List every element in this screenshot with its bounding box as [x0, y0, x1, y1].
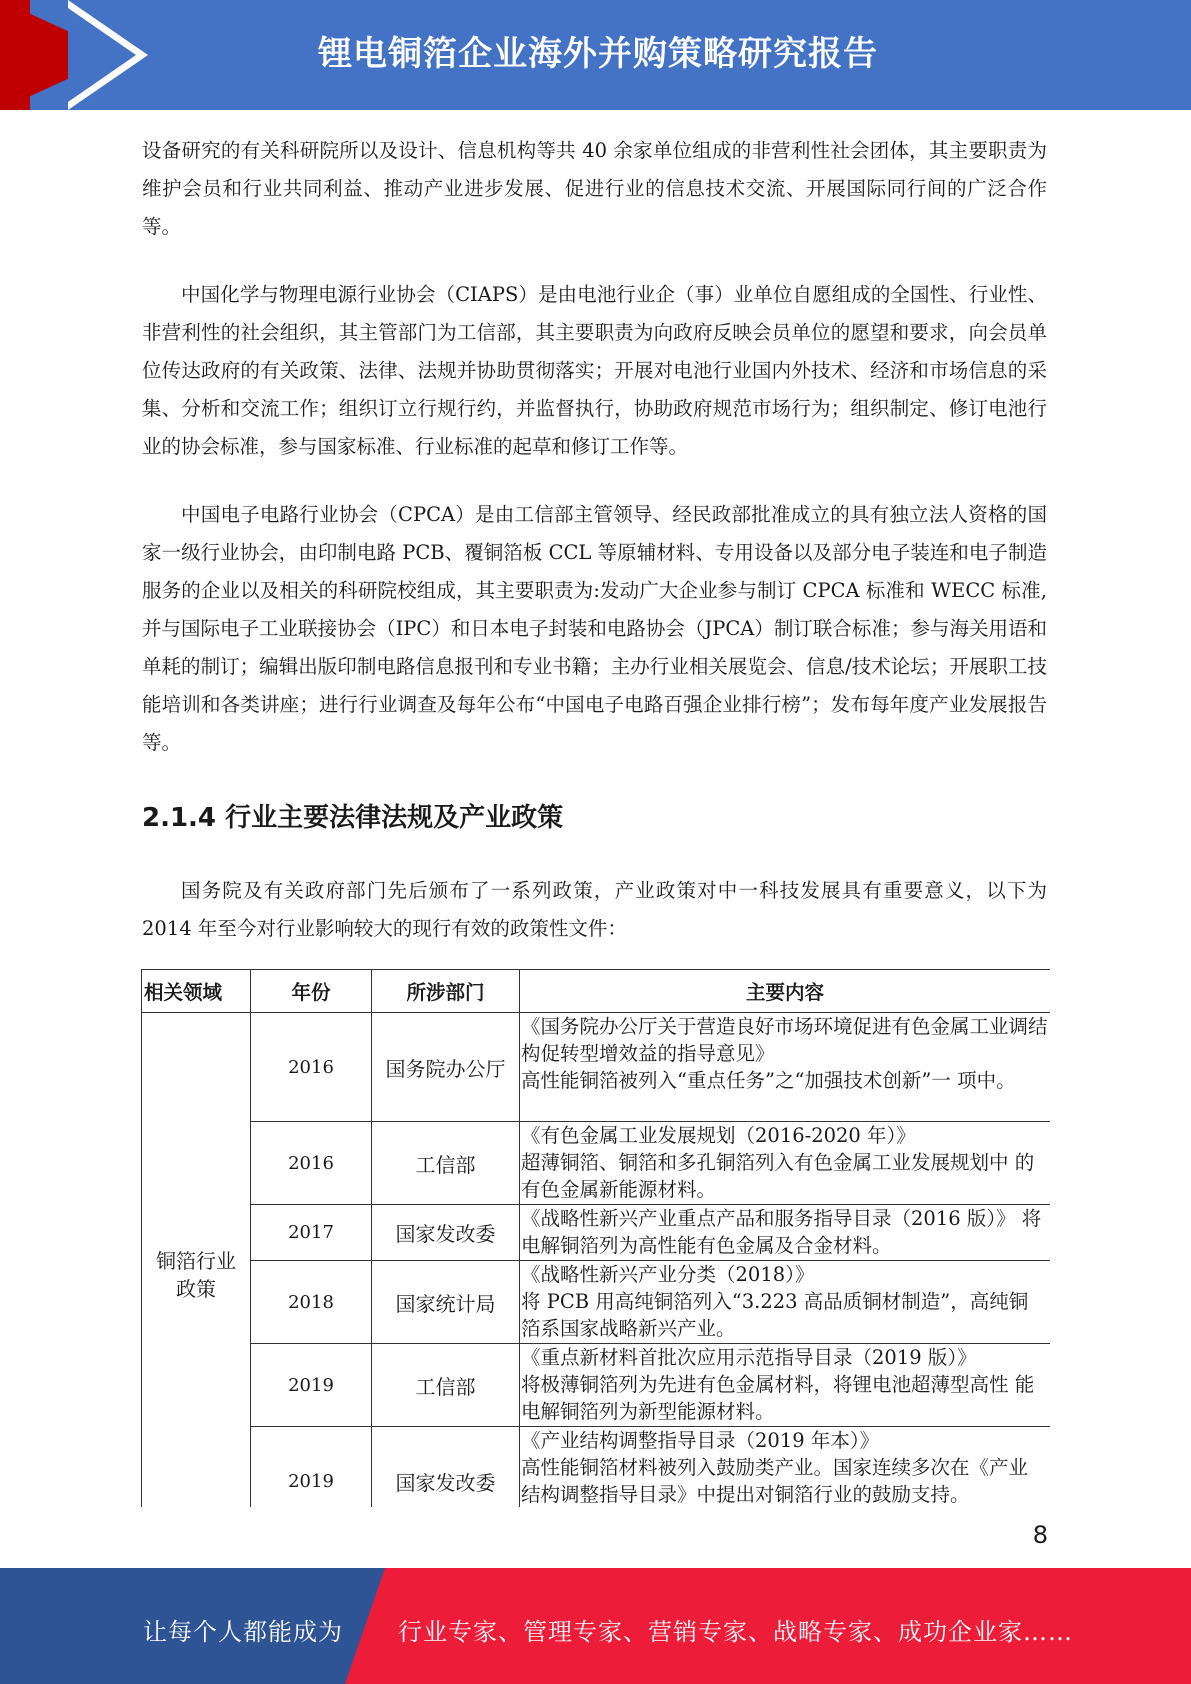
column-header-content: 主要内容 [520, 970, 1051, 1013]
table-row [142, 1261, 1051, 1344]
paragraph-ciaps: 中国化学与物理电源行业协会（CIAPS）是由电池行业企（事）业单位自愿组成的全国性、行业性、非营利性的社会组织，其主管部门为工信部，其主要职责为向政府反映会员单位的愿望和要求，向会员单位传达政府的有关政策、法律、法规并协助贯彻落实；开展对电池行业国内外技术、经济和市场信息的采集、分析和交流工作；组织订立行规行约，并监督执行，协助政府规范市场行为；组织制定、修订电池行业的协会标准，参与国家标准、行业标准的起草和修订工作等。 [142, 283, 1047, 458]
content-cell [520, 1344, 1051, 1427]
department-cell: 工信部 [372, 1122, 520, 1205]
paragraph-1: 设备研究的有关科研院所以及设计、信息机构等共 40 余家单位组成的非营利性社会团体，其主要职责为维护会员和行业共同利益、推动产业进步发展、促进行业的信息技术交流、开展国际同行间的广泛合作等。 [142, 139, 1047, 238]
table-row [142, 1122, 1051, 1205]
content-cell [520, 1122, 1051, 1205]
content-cell [520, 1261, 1051, 1344]
report-title: 锂电铜箔企业海外并购策略研究报告 [318, 34, 878, 74]
content-description: 高性能铜箔被列入“重点任务”之“加强技术创新”一 项中。 [521, 1069, 1016, 1092]
year-cell: 2018 [251, 1261, 372, 1344]
document-title: 《战略性新兴产业重点产品和服务指导目录（2016 版）》 [521, 1207, 1016, 1230]
year-cell: 2016 [251, 1122, 372, 1205]
content-description: 将 PCB 用高纯铜箔列入“3.223 高品质铜材制造”，高纯铜 箔系国家战略新兴产业。 [521, 1290, 1029, 1340]
department-cell: 国家发改委 [372, 1427, 520, 1508]
table-header-row [142, 970, 1051, 1013]
section-heading: 2.1.4 行业主要法律法规及产业政策 [142, 803, 564, 833]
content-description: 将电解铜箔列为高性能有色金属及合金材料。 [521, 1207, 1042, 1257]
table-row [142, 1205, 1051, 1261]
document-title: 《产业结构调整指导目录（2019 年本）》 [521, 1429, 880, 1452]
column-header-year: 年份 [251, 970, 372, 1013]
year-cell: 2019 [251, 1344, 372, 1427]
page-header [0, 0, 1191, 110]
department-cell: 国务院办公厅 [372, 1013, 520, 1122]
area-label: 铜箔行业政策 [156, 1248, 236, 1301]
body-content [142, 132, 1047, 948]
document-title: 《重点新材料首批次应用示范指导目录（2019 版）》 [521, 1346, 977, 1369]
content-description: 超薄铜箔、铜箔和多孔铜箔列入有色金属工业发展规划中 的有色金属新能源材料。 [521, 1151, 1035, 1201]
department-cell: 国家发改委 [372, 1205, 520, 1261]
department-cell: 国家统计局 [372, 1261, 520, 1344]
area-cell [142, 1013, 251, 1508]
column-header-department: 所涉部门 [372, 970, 520, 1013]
year-cell: 2017 [251, 1205, 372, 1261]
year-cell: 2016 [251, 1013, 372, 1122]
page-number: 8 [1032, 1521, 1048, 1549]
document-title: 《战略性新兴产业分类（2018）》 [521, 1263, 815, 1286]
column-header-area: 相关领域 [142, 970, 251, 1013]
content-cell [520, 1427, 1051, 1508]
header-chevron-inner [68, 8, 136, 102]
year-cell: 2019 [251, 1427, 372, 1508]
footer-slogan-right: 行业专家、管理专家、营销专家、战略专家、成功企业家…… [398, 1618, 1073, 1646]
table-row [142, 1427, 1051, 1508]
content-description: 高性能铜箔材料被列入鼓励类产业。国家连续多次在《产业 结构调整指导目录》中提出对铜箔行业的鼓励支持。 [521, 1456, 1029, 1506]
department-cell: 工信部 [372, 1344, 520, 1427]
content-cell [520, 1013, 1051, 1122]
policy-table-container [141, 969, 1050, 1507]
content-description: 将极薄铜箔列为先进有色金属材料，将锂电池超薄型高性 能电解铜箔列为新型能源材料。 [521, 1373, 1035, 1423]
footer-slogan-left: 让每个人都能成为 [143, 1618, 343, 1646]
table-row [142, 1013, 1051, 1122]
content-cell [520, 1205, 1051, 1261]
document-title: 《国务院办公厅关于营造良好市场环境促进有色金属工业调结构促转型增效益的指导意见》 [521, 1015, 1048, 1065]
paragraph-cpca: 中国电子电路行业协会（CPCA）是由工信部主管领导、经民政部批准成立的具有独立法人资格的国家一级行业协会，由印制电路 PCB、覆铜箔板 CCL 等原辅材料、专用设备以及部分电子装连和电子制造服务的企业以及相关的科研院校组成，其主要职责为:发动广大企业参与制订 CPCA 标准和 WECC 标准,并与国际电子工业联接协会（IPC）和日本电子封装和电路协会（JPCA）制订联合标准；参与海关用语和单耗的制订；编辑出版印制电路信息报刊和专业书籍；主办行业相关展览会、信息/技术论坛；开展职工技能培训和各类讲座；进行行业调查及每年公布“中国电子电路百强企业排行榜”；发布每年度产业发展报告等。 [142, 503, 1047, 754]
page-footer [0, 1568, 1191, 1684]
policy-table [141, 969, 1050, 1507]
table-row [142, 1344, 1051, 1427]
paragraph-policy-intro: 国务院及有关政府部门先后颁布了一系列政策，产业政策对中一科技发展具有重要意义，以下为 2014 年至今对行业影响较大的现行有效的政策性文件： [142, 879, 1047, 940]
document-title: 《有色金属工业发展规划（2016-2020 年）》 [521, 1124, 916, 1147]
